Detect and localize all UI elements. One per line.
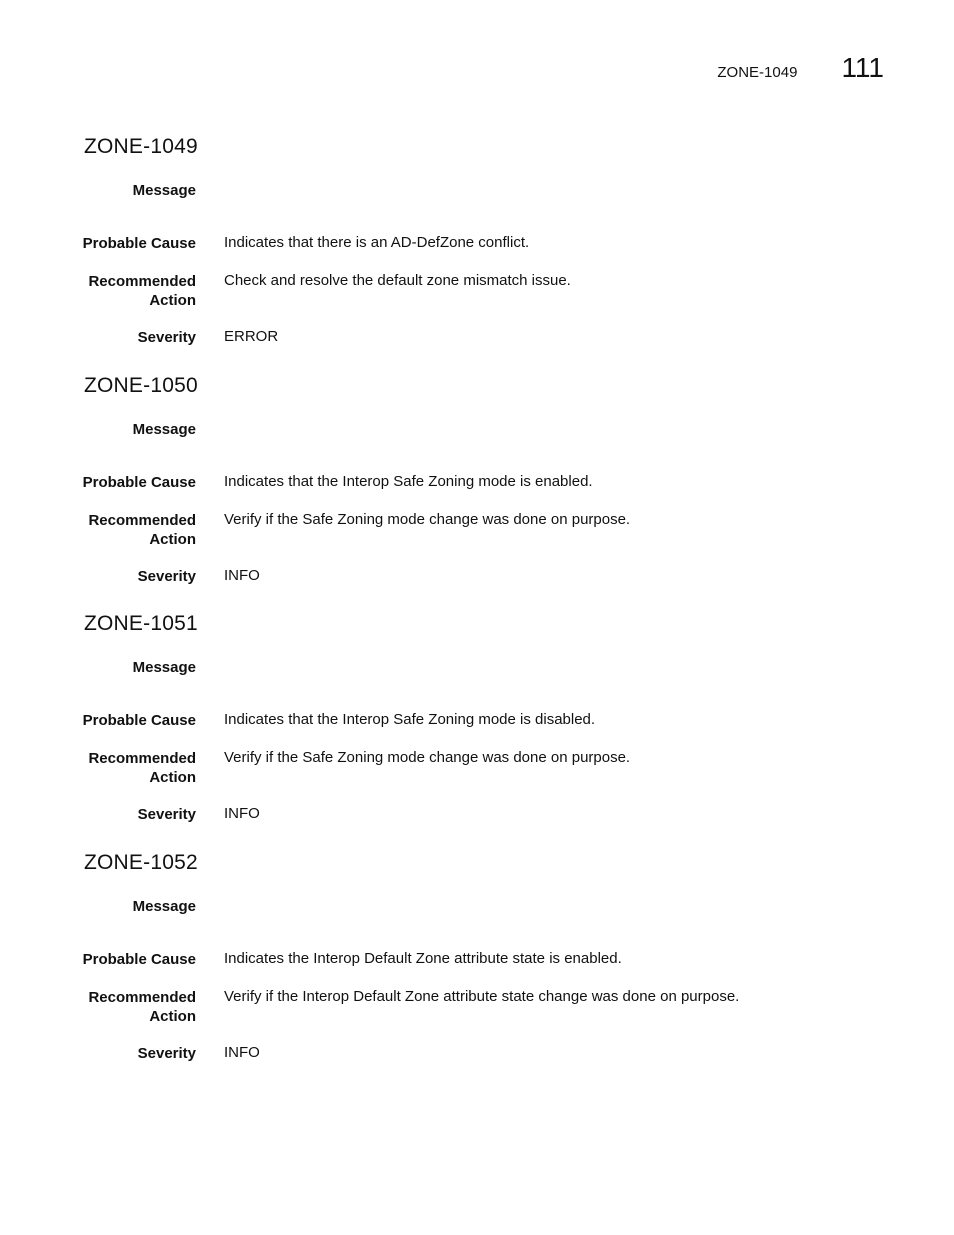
message-label: Message bbox=[132, 898, 196, 915]
recommended-label-line2: Action bbox=[149, 292, 196, 309]
severity-label: Severity bbox=[137, 806, 196, 823]
section-title: ZONE-1052 bbox=[84, 851, 198, 874]
severity-value: INFO bbox=[224, 805, 260, 822]
section-title: ZONE-1049 bbox=[84, 135, 198, 158]
severity-value: INFO bbox=[224, 567, 260, 584]
recommended-label-line2: Action bbox=[149, 769, 196, 786]
recommended-label-line1: Recommended bbox=[88, 750, 196, 767]
severity-label: Severity bbox=[137, 329, 196, 346]
message-label: Message bbox=[132, 659, 196, 676]
chapter-number: 111 bbox=[841, 52, 884, 83]
recommended-action-value: Verify if the Safe Zoning mode change was done on purpose. bbox=[224, 749, 631, 766]
recommended-action-label bbox=[36, 272, 196, 310]
probable-cause-value: Indicates that the Interop Safe Zoning mode is enabled. bbox=[224, 473, 593, 490]
probable-cause-value: Indicates that the Interop Safe Zoning mode is disabled. bbox=[224, 711, 596, 728]
severity-label: Severity bbox=[137, 1045, 196, 1062]
probable-cause-label: Probable Cause bbox=[82, 712, 196, 729]
message-label: Message bbox=[132, 421, 196, 438]
message-label: Message bbox=[132, 182, 196, 199]
severity-value: INFO bbox=[224, 1044, 260, 1061]
probable-cause-label: Probable Cause bbox=[82, 235, 196, 252]
probable-cause-value: Indicates that there is an AD-DefZone conflict. bbox=[224, 234, 530, 251]
page-header bbox=[717, 52, 884, 84]
running-title: ZONE-1049 bbox=[717, 64, 798, 81]
section-title: ZONE-1051 bbox=[84, 612, 198, 635]
recommended-label-line2: Action bbox=[149, 531, 196, 548]
probable-cause-label: Probable Cause bbox=[82, 474, 196, 491]
probable-cause-value: Indicates the Interop Default Zone attribute state is enabled. bbox=[224, 950, 622, 967]
section-title: ZONE-1050 bbox=[84, 374, 198, 397]
recommended-action-label bbox=[36, 511, 196, 549]
recommended-label-line1: Recommended bbox=[88, 512, 196, 529]
recommended-action-label bbox=[36, 988, 196, 1026]
recommended-label-line1: Recommended bbox=[88, 989, 196, 1006]
recommended-action-value: Verify if the Safe Zoning mode change was done on purpose. bbox=[224, 511, 631, 528]
recommended-label-line1: Recommended bbox=[88, 273, 196, 290]
recommended-action-value: Check and resolve the default zone mismatch issue. bbox=[224, 272, 571, 289]
recommended-label-line2: Action bbox=[149, 1008, 196, 1025]
probable-cause-label: Probable Cause bbox=[82, 951, 196, 968]
recommended-action-value: Verify if the Interop Default Zone attribute state change was done on purpose. bbox=[224, 988, 740, 1005]
severity-label: Severity bbox=[137, 568, 196, 585]
severity-value: ERROR bbox=[224, 328, 279, 345]
recommended-action-label bbox=[36, 749, 196, 787]
